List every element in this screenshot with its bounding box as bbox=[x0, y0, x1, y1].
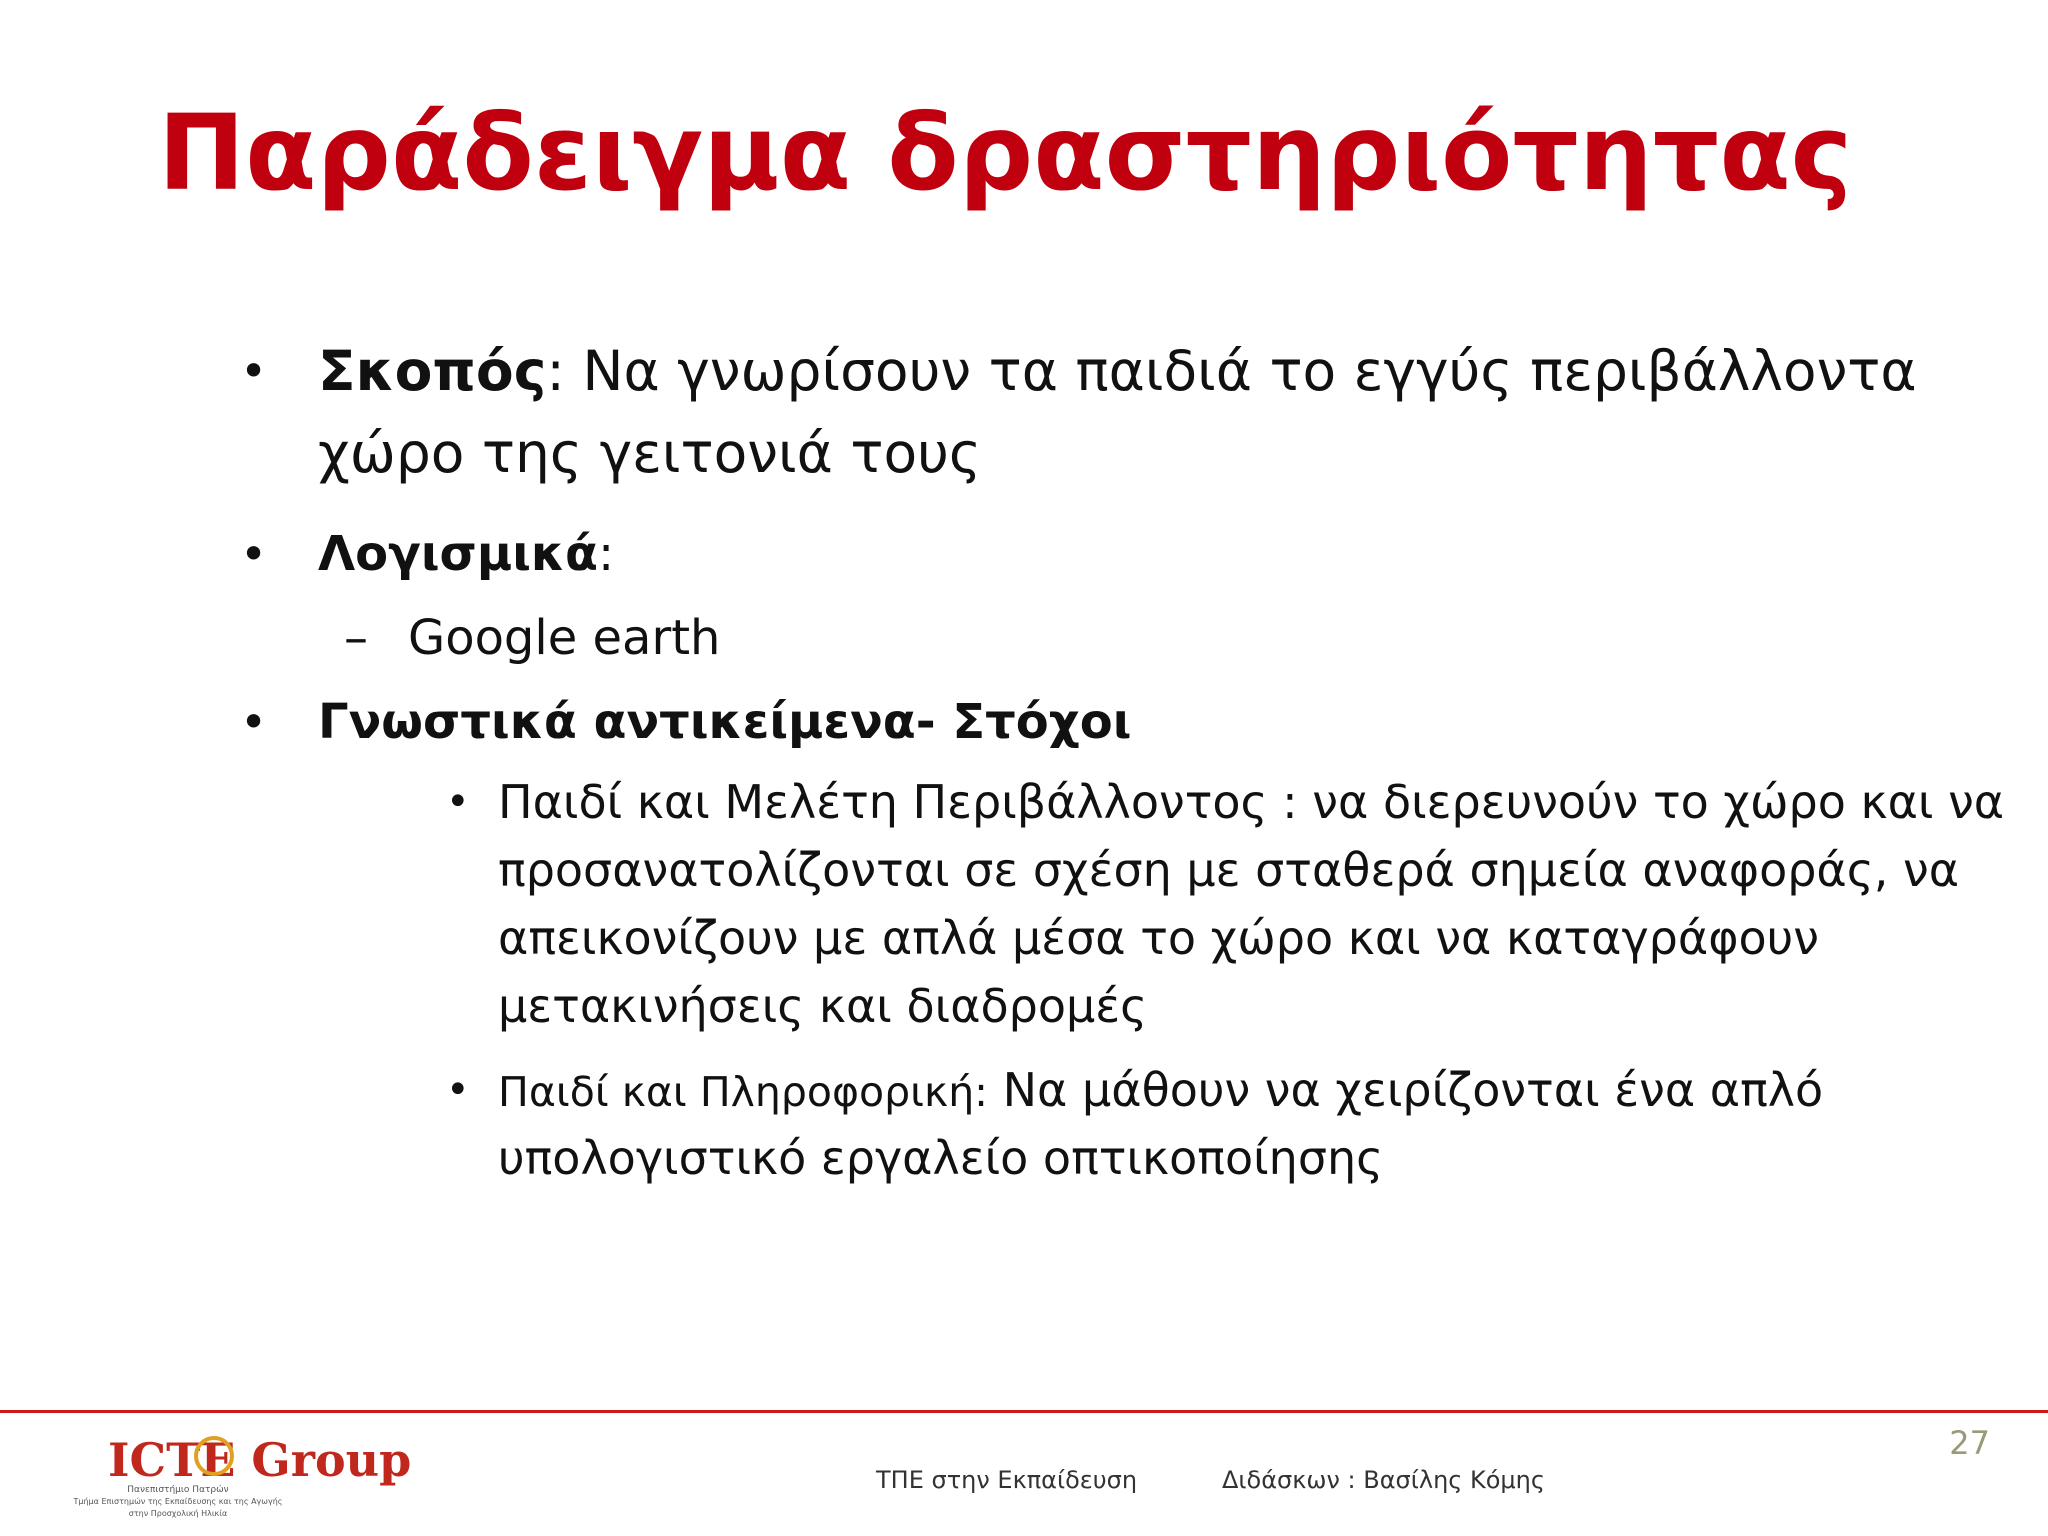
bullet-dot-icon: • bbox=[446, 779, 470, 825]
bullet-dot-icon: • bbox=[240, 344, 268, 398]
goals-label: Γνωστικά αντικείμενα- Στόχοι bbox=[318, 694, 1132, 750]
goal-2-line-2 bbox=[498, 1124, 1383, 1192]
dash-icon: – bbox=[344, 610, 368, 666]
logo-subtitle-2: Τμήμα Επιστημών της Εκπαίδευσης και της Αγωγής bbox=[73, 1497, 283, 1506]
goal-1-line-1 bbox=[446, 768, 2005, 836]
software-item bbox=[344, 608, 721, 668]
page-number: 27 bbox=[1949, 1424, 1990, 1462]
bullet-software bbox=[240, 524, 615, 584]
bullet-goals bbox=[240, 692, 1132, 752]
goal-1-text: απεικονίζουν με απλά μέσα το χώρο και να καταγράφουν bbox=[498, 911, 1819, 965]
goal-1-line-3 bbox=[498, 904, 1819, 972]
logo-subtitle-1: Πανεπιστήμιο Πατρών bbox=[127, 1485, 229, 1495]
footer-rule bbox=[0, 1410, 2048, 1413]
goal-1-line-2 bbox=[498, 836, 1959, 904]
software-item-label: Google earth bbox=[408, 610, 721, 666]
bullet-dot-icon: • bbox=[240, 527, 268, 581]
goal-1-line-4 bbox=[498, 972, 1147, 1040]
goal-1-text: μετακινήσεις και διαδρομές bbox=[498, 979, 1148, 1033]
bullet-dot-icon: • bbox=[240, 695, 268, 749]
logo-subtitle-3: στην Προσχολική Ηλικία bbox=[128, 1509, 228, 1518]
software-label: Λογισμικά bbox=[318, 526, 599, 582]
footer-instructor: Διδάσκων : Βασίλης Κόμης bbox=[1222, 1466, 1545, 1494]
icte-group-logo bbox=[28, 1426, 412, 1526]
bullet-aim bbox=[240, 330, 1917, 412]
logo-title: ICTE Group bbox=[108, 1433, 412, 1487]
goal-2-rest: Να μάθουν να χειρίζονται ένα απλό bbox=[988, 1063, 1824, 1117]
footer-course: ΤΠΕ στην Εκπαίδευση bbox=[876, 1466, 1138, 1494]
aim-separator: : bbox=[546, 339, 565, 403]
slide-title: Παράδειγμα δραστηριότητας bbox=[158, 92, 1853, 214]
bullet-aim-continued bbox=[318, 412, 981, 494]
goal-2-text: υπολογιστικό εργαλείο οπτικοποίησης bbox=[498, 1131, 1384, 1185]
goal-2-line-1 bbox=[446, 1056, 1824, 1126]
goal-2-lead: Παιδί και Πληροφορική: bbox=[498, 1068, 988, 1116]
aim-text-line1: Να γνωρίσουν τα παιδιά το εγγύς περιβάλλοντα bbox=[564, 339, 1917, 403]
goal-1-text: προσανατολίζονται σε σχέση με σταθερά σημεία αναφοράς, να bbox=[498, 843, 1960, 897]
aim-text-line2: χώρο της γειτονιά τους bbox=[318, 421, 982, 485]
goal-1-text: Παιδί και Μελέτη Περιβάλλοντος : να διερευνούν το χώρο και να bbox=[498, 775, 2005, 829]
aim-label: Σκοπός bbox=[318, 339, 547, 403]
bullet-dot-icon: • bbox=[446, 1067, 470, 1113]
software-separator: : bbox=[598, 526, 615, 582]
